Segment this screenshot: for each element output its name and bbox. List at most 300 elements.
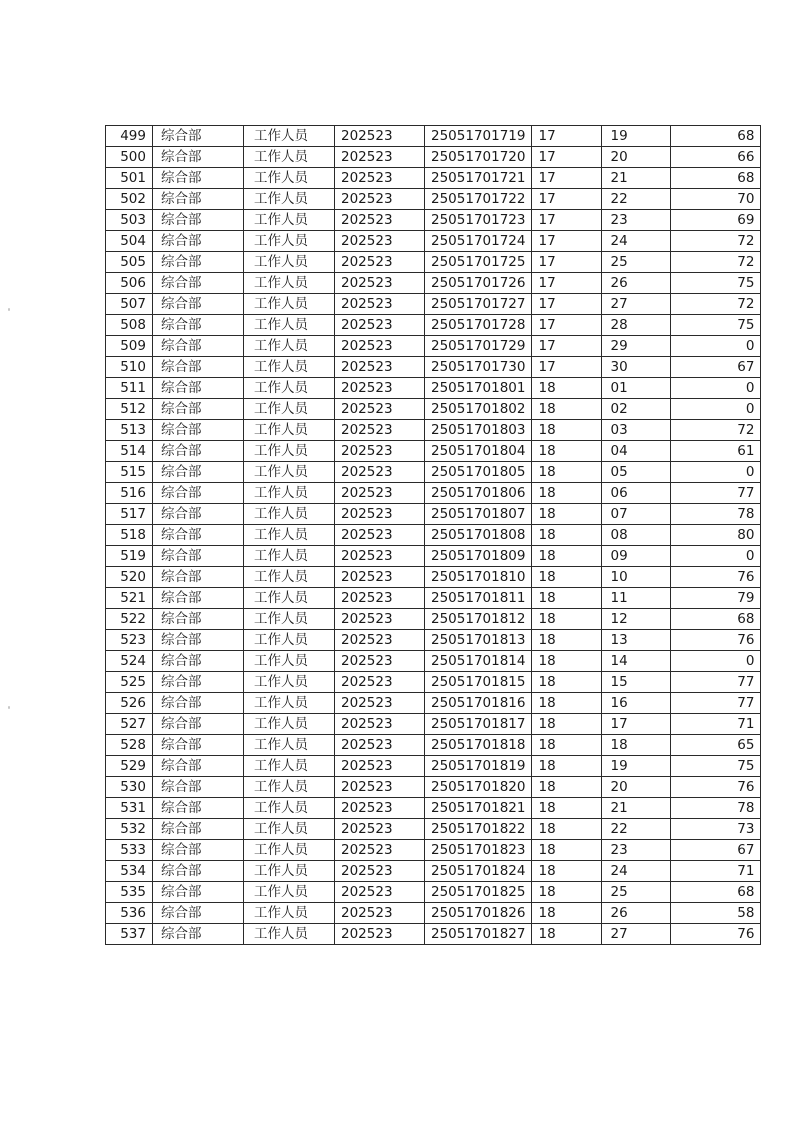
exam-code-cell: 202523 <box>335 252 425 273</box>
position-cell: 工作人员 <box>244 672 335 693</box>
table-row <box>106 819 761 840</box>
exam-code-cell: 202523 <box>335 231 425 252</box>
serial-number-cell: 532 <box>106 819 153 840</box>
position-cell: 工作人员 <box>244 483 335 504</box>
table-row <box>106 357 761 378</box>
department-cell: 综合部 <box>153 357 244 378</box>
room-number-cell: 17 <box>532 315 602 336</box>
serial-number-cell: 528 <box>106 735 153 756</box>
exam-code-cell: 202523 <box>335 399 425 420</box>
table-row <box>106 168 761 189</box>
department-cell: 综合部 <box>153 525 244 546</box>
position-cell: 工作人员 <box>244 861 335 882</box>
exam-code-cell: 202523 <box>335 735 425 756</box>
score-cell: 68 <box>671 126 761 147</box>
table-row <box>106 672 761 693</box>
table-row <box>106 336 761 357</box>
position-cell: 工作人员 <box>244 546 335 567</box>
position-cell: 工作人员 <box>244 504 335 525</box>
table-row <box>106 231 761 252</box>
table-row <box>106 798 761 819</box>
position-cell: 工作人员 <box>244 399 335 420</box>
ticket-number-cell: 25051701814 <box>425 651 532 672</box>
department-cell: 综合部 <box>153 504 244 525</box>
exam-code-cell: 202523 <box>335 609 425 630</box>
position-cell: 工作人员 <box>244 882 335 903</box>
department-cell: 综合部 <box>153 168 244 189</box>
position-cell: 工作人员 <box>244 924 335 945</box>
table-row <box>106 882 761 903</box>
score-cell: 61 <box>671 441 761 462</box>
table-row <box>106 924 761 945</box>
exam-code-cell: 202523 <box>335 126 425 147</box>
room-number-cell: 18 <box>532 693 602 714</box>
exam-code-cell: 202523 <box>335 315 425 336</box>
serial-number-cell: 534 <box>106 861 153 882</box>
table-row <box>106 252 761 273</box>
room-number-cell: 17 <box>532 252 602 273</box>
seat-number-cell: 29 <box>602 336 671 357</box>
exam-code-cell: 202523 <box>335 168 425 189</box>
serial-number-cell: 502 <box>106 189 153 210</box>
seat-number-cell: 23 <box>602 840 671 861</box>
table-row <box>106 714 761 735</box>
seat-number-cell: 28 <box>602 315 671 336</box>
room-number-cell: 17 <box>532 294 602 315</box>
score-cell: 77 <box>671 693 761 714</box>
table-row <box>106 735 761 756</box>
seat-number-cell: 27 <box>602 924 671 945</box>
department-cell: 综合部 <box>153 231 244 252</box>
position-cell: 工作人员 <box>244 819 335 840</box>
exam-code-cell: 202523 <box>335 672 425 693</box>
ticket-number-cell: 25051701818 <box>425 735 532 756</box>
department-cell: 综合部 <box>153 147 244 168</box>
score-cell: 77 <box>671 483 761 504</box>
ticket-number-cell: 25051701811 <box>425 588 532 609</box>
department-cell: 综合部 <box>153 693 244 714</box>
seat-number-cell: 25 <box>602 882 671 903</box>
position-cell: 工作人员 <box>244 567 335 588</box>
department-cell: 综合部 <box>153 399 244 420</box>
department-cell: 综合部 <box>153 189 244 210</box>
exam-code-cell: 202523 <box>335 273 425 294</box>
ticket-number-cell: 25051701803 <box>425 420 532 441</box>
score-cell: 78 <box>671 798 761 819</box>
serial-number-cell: 536 <box>106 903 153 924</box>
ticket-number-cell: 25051701820 <box>425 777 532 798</box>
seat-number-cell: 25 <box>602 252 671 273</box>
room-number-cell: 18 <box>532 609 602 630</box>
seat-number-cell: 24 <box>602 861 671 882</box>
score-cell: 0 <box>671 336 761 357</box>
seat-number-cell: 21 <box>602 168 671 189</box>
score-cell: 58 <box>671 903 761 924</box>
department-cell: 综合部 <box>153 903 244 924</box>
department-cell: 综合部 <box>153 378 244 399</box>
room-number-cell: 18 <box>532 672 602 693</box>
position-cell: 工作人员 <box>244 210 335 231</box>
room-number-cell: 17 <box>532 210 602 231</box>
ticket-number-cell: 25051701723 <box>425 210 532 231</box>
score-cell: 70 <box>671 189 761 210</box>
serial-number-cell: 505 <box>106 252 153 273</box>
serial-number-cell: 507 <box>106 294 153 315</box>
department-cell: 综合部 <box>153 777 244 798</box>
seat-number-cell: 01 <box>602 378 671 399</box>
seat-number-cell: 22 <box>602 189 671 210</box>
score-cell: 72 <box>671 252 761 273</box>
table-row <box>106 756 761 777</box>
position-cell: 工作人员 <box>244 336 335 357</box>
position-cell: 工作人员 <box>244 777 335 798</box>
score-cell: 68 <box>671 609 761 630</box>
department-cell: 综合部 <box>153 315 244 336</box>
room-number-cell: 18 <box>532 462 602 483</box>
ticket-number-cell: 25051701809 <box>425 546 532 567</box>
serial-number-cell: 535 <box>106 882 153 903</box>
ticket-number-cell: 25051701819 <box>425 756 532 777</box>
score-cell: 75 <box>671 756 761 777</box>
seat-number-cell: 30 <box>602 357 671 378</box>
score-cell: 0 <box>671 378 761 399</box>
score-cell: 66 <box>671 147 761 168</box>
room-number-cell: 18 <box>532 903 602 924</box>
department-cell: 综合部 <box>153 483 244 504</box>
seat-number-cell: 06 <box>602 483 671 504</box>
serial-number-cell: 519 <box>106 546 153 567</box>
position-cell: 工作人员 <box>244 189 335 210</box>
ticket-number-cell: 25051701804 <box>425 441 532 462</box>
scan-mark <box>8 706 10 709</box>
table-row <box>106 441 761 462</box>
position-cell: 工作人员 <box>244 252 335 273</box>
seat-number-cell: 11 <box>602 588 671 609</box>
ticket-number-cell: 25051701816 <box>425 693 532 714</box>
room-number-cell: 18 <box>532 483 602 504</box>
exam-code-cell: 202523 <box>335 819 425 840</box>
score-cell: 72 <box>671 420 761 441</box>
room-number-cell: 18 <box>532 777 602 798</box>
ticket-number-cell: 25051701724 <box>425 231 532 252</box>
position-cell: 工作人员 <box>244 840 335 861</box>
exam-code-cell: 202523 <box>335 294 425 315</box>
serial-number-cell: 513 <box>106 420 153 441</box>
seat-number-cell: 18 <box>602 735 671 756</box>
score-cell: 72 <box>671 294 761 315</box>
serial-number-cell: 530 <box>106 777 153 798</box>
department-cell: 综合部 <box>153 630 244 651</box>
seat-number-cell: 16 <box>602 693 671 714</box>
serial-number-cell: 503 <box>106 210 153 231</box>
seat-number-cell: 07 <box>602 504 671 525</box>
table-row <box>106 189 761 210</box>
position-cell: 工作人员 <box>244 651 335 672</box>
seat-number-cell: 26 <box>602 273 671 294</box>
room-number-cell: 18 <box>532 441 602 462</box>
table-row <box>106 504 761 525</box>
seat-number-cell: 24 <box>602 231 671 252</box>
exam-code-cell: 202523 <box>335 462 425 483</box>
score-cell: 72 <box>671 231 761 252</box>
exam-code-cell: 202523 <box>335 189 425 210</box>
room-number-cell: 17 <box>532 126 602 147</box>
department-cell: 综合部 <box>153 210 244 231</box>
department-cell: 综合部 <box>153 672 244 693</box>
ticket-number-cell: 25051701817 <box>425 714 532 735</box>
exam-code-cell: 202523 <box>335 357 425 378</box>
department-cell: 综合部 <box>153 462 244 483</box>
department-cell: 综合部 <box>153 882 244 903</box>
department-cell: 综合部 <box>153 294 244 315</box>
department-cell: 综合部 <box>153 798 244 819</box>
department-cell: 综合部 <box>153 441 244 462</box>
department-cell: 综合部 <box>153 861 244 882</box>
table-row <box>106 546 761 567</box>
ticket-number-cell: 25051701810 <box>425 567 532 588</box>
ticket-number-cell: 25051701813 <box>425 630 532 651</box>
room-number-cell: 18 <box>532 588 602 609</box>
ticket-number-cell: 25051701824 <box>425 861 532 882</box>
score-cell: 75 <box>671 273 761 294</box>
serial-number-cell: 526 <box>106 693 153 714</box>
score-cell: 76 <box>671 777 761 798</box>
position-cell: 工作人员 <box>244 798 335 819</box>
table-row <box>106 420 761 441</box>
table-row <box>106 630 761 651</box>
score-cell: 69 <box>671 210 761 231</box>
position-cell: 工作人员 <box>244 168 335 189</box>
table-row <box>106 840 761 861</box>
table-row <box>106 462 761 483</box>
table-row <box>106 651 761 672</box>
room-number-cell: 17 <box>532 189 602 210</box>
position-cell: 工作人员 <box>244 903 335 924</box>
serial-number-cell: 518 <box>106 525 153 546</box>
score-cell: 65 <box>671 735 761 756</box>
table-row <box>106 378 761 399</box>
seat-number-cell: 13 <box>602 630 671 651</box>
serial-number-cell: 527 <box>106 714 153 735</box>
ticket-number-cell: 25051701730 <box>425 357 532 378</box>
ticket-number-cell: 25051701822 <box>425 819 532 840</box>
seat-number-cell: 20 <box>602 147 671 168</box>
exam-code-cell: 202523 <box>335 840 425 861</box>
ticket-number-cell: 25051701719 <box>425 126 532 147</box>
score-cell: 76 <box>671 924 761 945</box>
serial-number-cell: 521 <box>106 588 153 609</box>
seat-number-cell: 20 <box>602 777 671 798</box>
serial-number-cell: 533 <box>106 840 153 861</box>
ticket-number-cell: 25051701806 <box>425 483 532 504</box>
serial-number-cell: 522 <box>106 609 153 630</box>
exam-code-cell: 202523 <box>335 210 425 231</box>
room-number-cell: 18 <box>532 756 602 777</box>
exam-code-cell: 202523 <box>335 336 425 357</box>
table-row <box>106 147 761 168</box>
exam-code-cell: 202523 <box>335 504 425 525</box>
score-table <box>105 125 761 945</box>
room-number-cell: 17 <box>532 147 602 168</box>
ticket-number-cell: 25051701801 <box>425 378 532 399</box>
room-number-cell: 18 <box>532 525 602 546</box>
room-number-cell: 18 <box>532 399 602 420</box>
ticket-number-cell: 25051701725 <box>425 252 532 273</box>
ticket-number-cell: 25051701722 <box>425 189 532 210</box>
score-cell: 76 <box>671 630 761 651</box>
serial-number-cell: 520 <box>106 567 153 588</box>
exam-code-cell: 202523 <box>335 693 425 714</box>
score-cell: 68 <box>671 168 761 189</box>
score-cell: 77 <box>671 672 761 693</box>
room-number-cell: 18 <box>532 714 602 735</box>
exam-code-cell: 202523 <box>335 861 425 882</box>
table-row <box>106 588 761 609</box>
table-row <box>106 399 761 420</box>
serial-number-cell: 537 <box>106 924 153 945</box>
seat-number-cell: 05 <box>602 462 671 483</box>
serial-number-cell: 517 <box>106 504 153 525</box>
position-cell: 工作人员 <box>244 378 335 399</box>
seat-number-cell: 10 <box>602 567 671 588</box>
score-cell: 76 <box>671 567 761 588</box>
room-number-cell: 18 <box>532 882 602 903</box>
room-number-cell: 17 <box>532 357 602 378</box>
department-cell: 综合部 <box>153 651 244 672</box>
exam-code-cell: 202523 <box>335 630 425 651</box>
seat-number-cell: 19 <box>602 756 671 777</box>
seat-number-cell: 08 <box>602 525 671 546</box>
ticket-number-cell: 25051701726 <box>425 273 532 294</box>
score-cell: 71 <box>671 714 761 735</box>
serial-number-cell: 509 <box>106 336 153 357</box>
room-number-cell: 17 <box>532 231 602 252</box>
table-row <box>106 861 761 882</box>
seat-number-cell: 14 <box>602 651 671 672</box>
seat-number-cell: 03 <box>602 420 671 441</box>
position-cell: 工作人员 <box>244 420 335 441</box>
room-number-cell: 18 <box>532 840 602 861</box>
serial-number-cell: 501 <box>106 168 153 189</box>
serial-number-cell: 510 <box>106 357 153 378</box>
serial-number-cell: 515 <box>106 462 153 483</box>
table-row <box>106 567 761 588</box>
score-cell: 67 <box>671 357 761 378</box>
department-cell: 综合部 <box>153 609 244 630</box>
department-cell: 综合部 <box>153 840 244 861</box>
department-cell: 综合部 <box>153 588 244 609</box>
position-cell: 工作人员 <box>244 630 335 651</box>
room-number-cell: 18 <box>532 420 602 441</box>
serial-number-cell: 508 <box>106 315 153 336</box>
ticket-number-cell: 25051701815 <box>425 672 532 693</box>
score-cell: 68 <box>671 882 761 903</box>
seat-number-cell: 12 <box>602 609 671 630</box>
department-cell: 综合部 <box>153 819 244 840</box>
department-cell: 综合部 <box>153 273 244 294</box>
exam-code-cell: 202523 <box>335 903 425 924</box>
department-cell: 综合部 <box>153 546 244 567</box>
table-row <box>106 294 761 315</box>
ticket-number-cell: 25051701808 <box>425 525 532 546</box>
room-number-cell: 18 <box>532 378 602 399</box>
department-cell: 综合部 <box>153 336 244 357</box>
room-number-cell: 17 <box>532 168 602 189</box>
position-cell: 工作人员 <box>244 231 335 252</box>
department-cell: 综合部 <box>153 714 244 735</box>
position-cell: 工作人员 <box>244 315 335 336</box>
serial-number-cell: 499 <box>106 126 153 147</box>
ticket-number-cell: 25051701825 <box>425 882 532 903</box>
score-cell: 67 <box>671 840 761 861</box>
exam-code-cell: 202523 <box>335 777 425 798</box>
position-cell: 工作人员 <box>244 756 335 777</box>
room-number-cell: 18 <box>532 567 602 588</box>
exam-code-cell: 202523 <box>335 588 425 609</box>
exam-code-cell: 202523 <box>335 567 425 588</box>
exam-code-cell: 202523 <box>335 483 425 504</box>
position-cell: 工作人员 <box>244 294 335 315</box>
position-cell: 工作人员 <box>244 126 335 147</box>
room-number-cell: 18 <box>532 735 602 756</box>
seat-number-cell: 02 <box>602 399 671 420</box>
ticket-number-cell: 25051701812 <box>425 609 532 630</box>
exam-code-cell: 202523 <box>335 798 425 819</box>
ticket-number-cell: 25051701727 <box>425 294 532 315</box>
ticket-number-cell: 25051701807 <box>425 504 532 525</box>
position-cell: 工作人员 <box>244 588 335 609</box>
room-number-cell: 18 <box>532 651 602 672</box>
table-row <box>106 273 761 294</box>
serial-number-cell: 523 <box>106 630 153 651</box>
score-cell: 0 <box>671 651 761 672</box>
serial-number-cell: 524 <box>106 651 153 672</box>
seat-number-cell: 15 <box>602 672 671 693</box>
serial-number-cell: 511 <box>106 378 153 399</box>
seat-number-cell: 19 <box>602 126 671 147</box>
ticket-number-cell: 25051701721 <box>425 168 532 189</box>
table-row <box>106 315 761 336</box>
seat-number-cell: 09 <box>602 546 671 567</box>
seat-number-cell: 04 <box>602 441 671 462</box>
scan-mark <box>8 308 10 311</box>
score-cell: 0 <box>671 399 761 420</box>
table-row <box>106 210 761 231</box>
exam-code-cell: 202523 <box>335 756 425 777</box>
position-cell: 工作人员 <box>244 714 335 735</box>
ticket-number-cell: 25051701728 <box>425 315 532 336</box>
score-cell: 0 <box>671 546 761 567</box>
exam-code-cell: 202523 <box>335 882 425 903</box>
table-row <box>106 126 761 147</box>
exam-code-cell: 202523 <box>335 546 425 567</box>
department-cell: 综合部 <box>153 735 244 756</box>
score-cell: 79 <box>671 588 761 609</box>
serial-number-cell: 506 <box>106 273 153 294</box>
position-cell: 工作人员 <box>244 609 335 630</box>
ticket-number-cell: 25051701720 <box>425 147 532 168</box>
ticket-number-cell: 25051701805 <box>425 462 532 483</box>
room-number-cell: 18 <box>532 798 602 819</box>
position-cell: 工作人员 <box>244 357 335 378</box>
department-cell: 综合部 <box>153 567 244 588</box>
seat-number-cell: 17 <box>602 714 671 735</box>
position-cell: 工作人员 <box>244 525 335 546</box>
room-number-cell: 17 <box>532 273 602 294</box>
position-cell: 工作人员 <box>244 735 335 756</box>
score-cell: 75 <box>671 315 761 336</box>
department-cell: 综合部 <box>153 252 244 273</box>
